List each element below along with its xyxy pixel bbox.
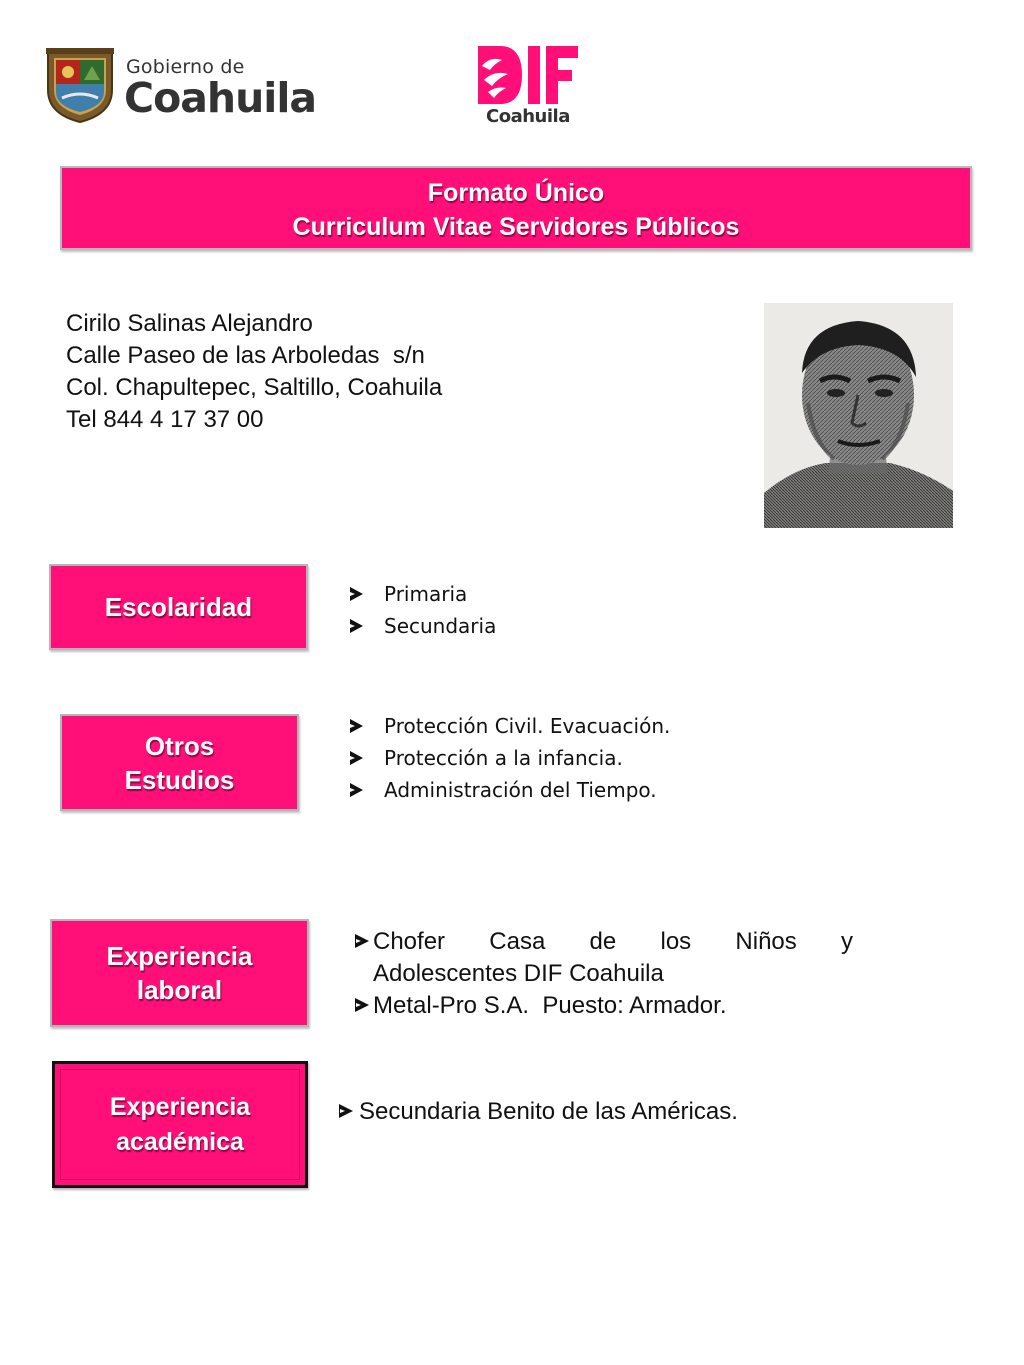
exp-item-1-line-1: Chofer Casa de los Niños y xyxy=(373,928,853,955)
list-item: Primaria xyxy=(342,578,496,610)
experiencia-laboral-line-2: laboral xyxy=(136,975,223,1005)
otros-estudios-list xyxy=(342,710,670,806)
list-item: Protección a la infancia. xyxy=(342,742,670,774)
experiencia-academica-list xyxy=(339,1096,738,1128)
arrow-bullet-icon xyxy=(355,934,369,948)
phone-number: Tel 844 4 17 37 00 xyxy=(66,406,264,433)
address-line-2: Col. Chapultepec, Saltillo, Coahuila xyxy=(66,374,443,401)
portrait-sketch-icon xyxy=(764,303,953,528)
arrow-bullet-icon xyxy=(350,751,363,765)
otros-estudios-line-2: Estudios xyxy=(124,764,235,795)
arrow-bullet-icon xyxy=(355,998,369,1012)
exp-item-1-line-2: Adolescentes DIF Coahuila xyxy=(373,960,664,987)
arrow-bullet-icon xyxy=(350,719,363,733)
title-line-2: Curriculum Vitae Servidores Públicos xyxy=(292,213,740,241)
otros-estudios-line-1: Otros xyxy=(144,730,215,761)
escolaridad-list xyxy=(342,578,496,642)
title-banner xyxy=(60,166,972,250)
escolaridad-label xyxy=(49,564,308,650)
experiencia-academica-line-1: Experiencia xyxy=(109,1092,251,1121)
list-item: Secundaria xyxy=(342,610,496,642)
arrow-bullet-icon xyxy=(350,783,363,797)
gobierno-coahuila-logo xyxy=(44,46,317,126)
dif-coahuila-text: Coahuila xyxy=(486,106,570,127)
person-name: Cirilo Salinas Alejandro xyxy=(66,310,313,337)
arrow-bullet-icon xyxy=(350,619,363,633)
experiencia-academica-label xyxy=(52,1061,308,1188)
list-item: Administración del Tiempo. xyxy=(342,774,670,806)
address-line-1: Calle Paseo de las Arboledas s/n xyxy=(66,342,425,369)
title-line-1: Formato Único xyxy=(427,179,605,207)
experiencia-laboral-label xyxy=(50,919,309,1027)
arrow-bullet-icon xyxy=(339,1104,353,1118)
list-item: Secundaria Benito de las Américas. xyxy=(339,1096,738,1128)
list-item xyxy=(355,926,853,990)
arrow-bullet-icon xyxy=(350,587,363,601)
escolaridad-label-text: Escolaridad xyxy=(104,592,253,622)
experiencia-academica-inner xyxy=(60,1069,300,1180)
dif-logo-icon xyxy=(476,44,580,106)
experiencia-laboral-line-1: Experiencia xyxy=(106,941,253,971)
otros-estudios-label xyxy=(60,714,299,811)
contact-block xyxy=(66,308,666,436)
experiencia-laboral-list xyxy=(355,926,853,1022)
coahuila-text: Coahuila xyxy=(124,74,317,122)
dif-coahuila-logo xyxy=(476,44,586,130)
portrait-photo xyxy=(764,303,953,528)
list-item: Metal-Pro S.A. Puesto: Armador. xyxy=(355,990,853,1022)
gobierno-de-text: Gobierno de xyxy=(126,56,245,78)
coat-of-arms-icon xyxy=(44,46,116,124)
experiencia-academica-line-2: académica xyxy=(116,1127,244,1156)
list-item: Protección Civil. Evacuación. xyxy=(342,710,670,742)
